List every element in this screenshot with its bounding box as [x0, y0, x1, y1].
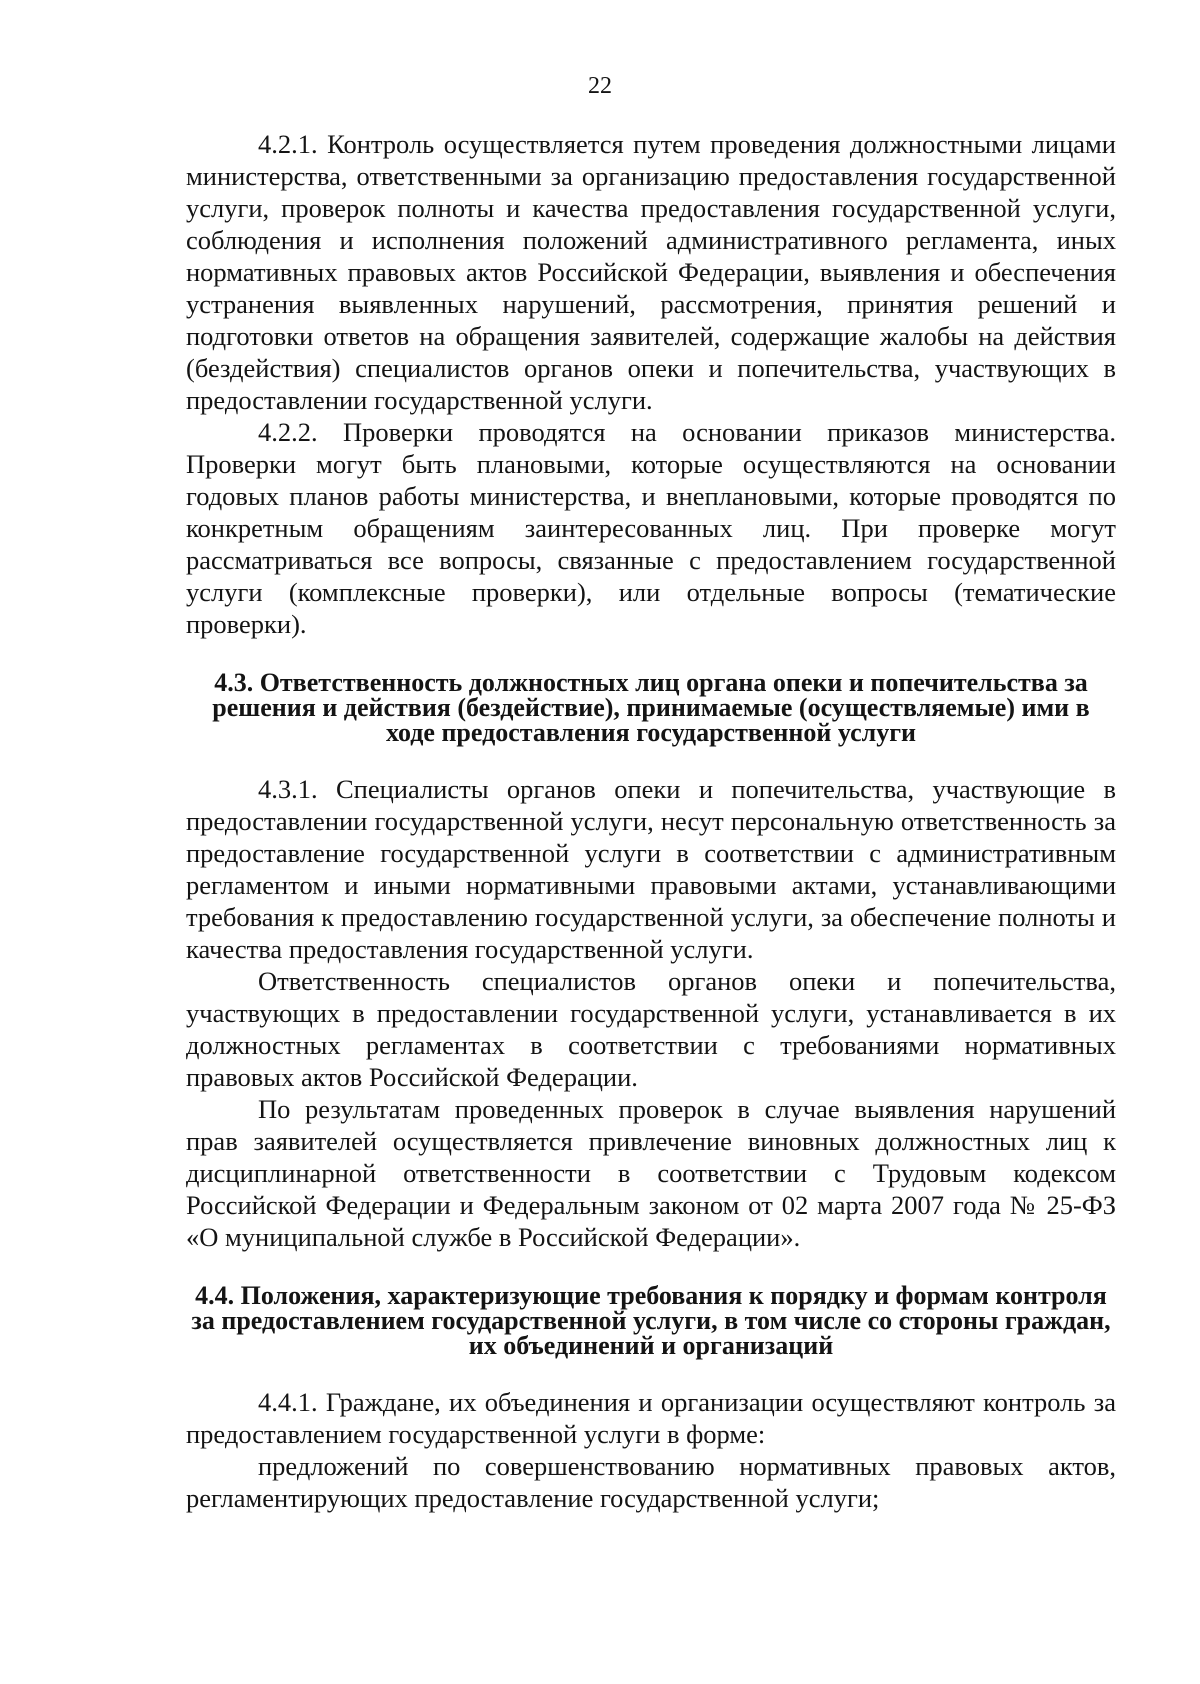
- section-heading-4-3: 4.3. Ответственность должностных лиц органа опеки и попечительства за решения и действия (бездействие), принимаемые (осуществляемые) ими в ходе предоставления государственной услуги: [212, 668, 1090, 747]
- page-number: 22: [588, 73, 612, 99]
- paragraph-4-2-2: 4.2.2. Проверки проводятся на основании приказов министерства. Проверки могут быть плановыми, которые осуществляются на основании годовых планов работы министерства, и внеплановыми, которые проводятся по конкретным обращениям заинтересованных лиц. При проверке могут рассматриваться все вопросы, связанные с предоставлением государственной услуги (комплексные проверки), или отдельные вопросы (тематические проверки).: [186, 417, 1116, 639]
- paragraph-responsibility: Ответственность специалистов органов опеки и попечительства, участвующих в предоставлении государственной услуги, устанавливается в их должностных регламентах в соответствии с требованиями нормативных правовых актов Российской Федерации.: [186, 966, 1116, 1092]
- section-heading-4-4: 4.4. Положения, характеризующие требования к порядку и формам контроля за предоставлением государственной услуги, в том числе со стороны граждан, их объединений и организаций: [191, 1281, 1111, 1360]
- paragraph-4-3-1: 4.3.1. Специалисты органов опеки и попечительства, участвующие в предоставлении государственной услуги, несут персональную ответственность за предоставление государственной услуги в соответствии с административным регламентом и иными нормативными правовыми актами, устанавливающими требования к предоставлению государственной услуги, за обеспечение полноты и качества предоставления государственной услуги.: [186, 774, 1116, 964]
- document-body: [186, 128, 1116, 1514]
- paragraph-inspection-results: По результатам проведенных проверок в случае выявления нарушений прав заявителей осуществляется привлечение виновных должностных лиц к дисциплинарной ответственности в соответствии с Трудовым кодексом Российской Федерации и Федеральным законом от 02 марта 2007 года № 25-ФЗ «О муниципальной службе в Российской Федерации».: [186, 1094, 1116, 1252]
- paragraph-4-4-1: 4.4.1. Граждане, их объединения и организации осуществляют контроль за предоставлением государственной услуги в форме:: [186, 1387, 1116, 1449]
- paragraph-4-2-1: 4.2.1. Контроль осуществляется путем проведения должностными лицами министерства, ответственными за организацию предоставления государственной услуги, проверок полноты и качества предоставления государственной услуги, соблюдения и исполнения положений административного регламента, иных нормативных правовых актов Российской Федерации, выявления и обеспечения устранения выявленных нарушений, рассмотрения, принятия решений и подготовки ответов на обращения заявителей, содержащие жалобы на действия (бездействия) специалистов органов опеки и попечительства, участвующих в предоставлении государственной услуги.: [186, 129, 1116, 415]
- paragraph-proposals: предложений по совершенствованию нормативных правовых актов, регламентирующих предоставление государственной услуги;: [186, 1451, 1116, 1513]
